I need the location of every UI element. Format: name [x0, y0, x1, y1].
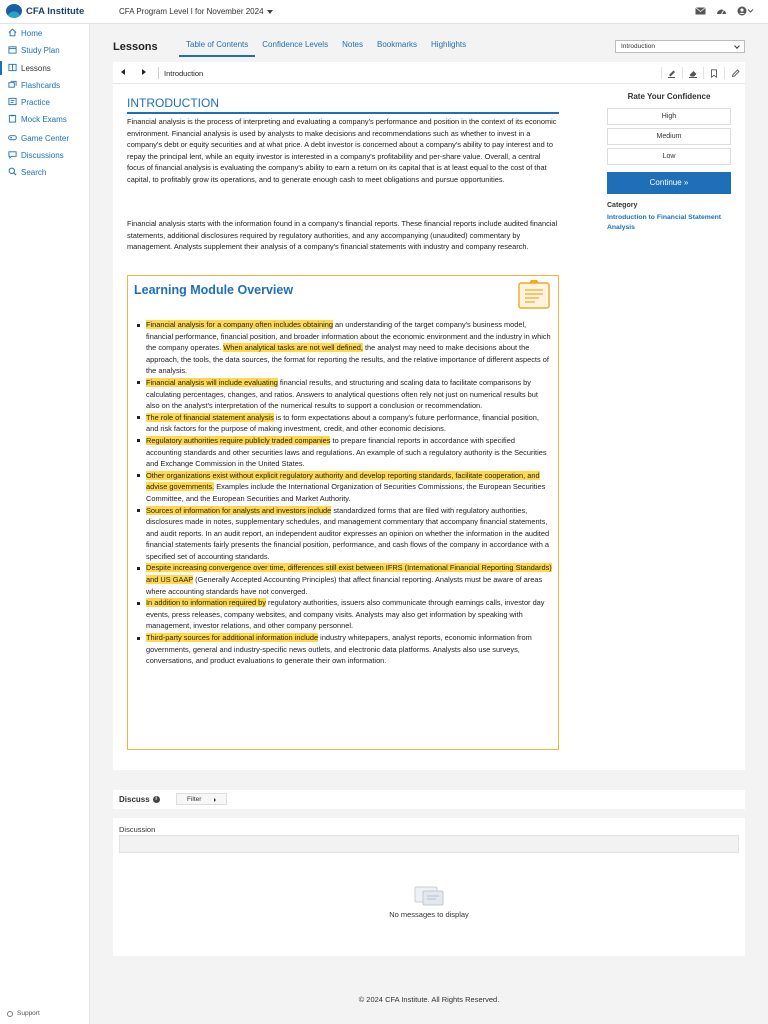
confidence-high-button[interactable]: High — [607, 108, 731, 125]
intro-paragraph-2: Financial analysis starts with the information found in a company's financial reports. These financial reports include audited financial statements, additional disclosures required by regulatory authorities, and any accompanying (unaudited) commentary by management. Analysts supplement their analysis of a company's financial statements with industry and company research. — [127, 219, 558, 252]
support-label: Support — [17, 1010, 40, 1017]
clipboard-icon — [517, 279, 551, 309]
discussion-panel — [113, 818, 745, 956]
lesson-card — [113, 62, 745, 770]
breadcrumb: Introduction — [164, 69, 204, 78]
discuss-label: Discuss — [119, 795, 150, 804]
sidebar-item-label: Lessons — [21, 63, 51, 73]
cfa-logo[interactable] — [6, 4, 84, 18]
discussion-input[interactable] — [119, 835, 739, 853]
sidebar-item-lessons[interactable] — [0, 61, 90, 75]
sidebar-item-home[interactable] — [0, 26, 90, 40]
sidebar-item-label: Game Center — [21, 133, 70, 143]
discuss-heading — [119, 795, 160, 804]
confidence-low-button[interactable]: Low — [607, 148, 731, 165]
empty-messages-icon — [411, 884, 447, 908]
sidebar-item-flashcards[interactable] — [0, 78, 90, 92]
gamepad-icon — [8, 133, 17, 144]
cfa-globe-icon — [6, 4, 22, 18]
tab-highlights[interactable]: Highlights — [431, 40, 467, 49]
lesson-nav-bar — [113, 62, 745, 84]
support-link[interactable] — [7, 1010, 40, 1017]
account-icon[interactable] — [737, 6, 754, 18]
page-title: Lessons — [113, 41, 158, 53]
search-icon — [8, 167, 17, 178]
list-item: Despite increasing convergence over time, differences still exist between IFRS (International Financial Reporting Standards) and US GAAP (Generally Accepted Accounting Principles) that affect financial reporting. Analysts must be aware of areas where accounting standards have not converged. — [134, 562, 552, 597]
filter-label: Filter — [187, 795, 202, 803]
footer-copyright: © 2024 CFA Institute. All Rights Reserved. — [358, 995, 500, 1004]
tab-notes[interactable]: Notes — [342, 40, 363, 49]
tab-confidence-levels[interactable]: Confidence Levels — [262, 40, 329, 49]
sidebar-item-label: Flashcards — [21, 80, 61, 90]
sidebar — [0, 24, 90, 1024]
sidebar-item-label: Discussions — [21, 150, 64, 160]
chat-icon — [8, 150, 17, 161]
section-select[interactable] — [615, 40, 745, 53]
eraser-icon[interactable] — [682, 67, 703, 79]
caret-down-icon — [267, 10, 273, 14]
program-label: CFA Program Level I for November 2024 — [119, 7, 264, 16]
tab-table-of-contents[interactable]: Table of Contents — [179, 35, 255, 57]
sidebar-item-label: Study Plan — [21, 45, 60, 55]
category-link[interactable]: Introduction to Financial Statement Analysis — [607, 214, 722, 231]
sidebar-item-game-center[interactable] — [0, 131, 90, 145]
overview-bullets — [134, 319, 552, 667]
section-select-value: Introduction — [621, 43, 655, 50]
list-item: Regulatory authorities require publicly traded companies to prepare financial reports in accordance with specified accounting standards and other securities laws and regulations. An example of such a regulatory authority is the Securities and Exchange Commission in the United States. — [134, 435, 552, 470]
sidebar-item-search[interactable] — [0, 165, 90, 179]
dashboard-icon[interactable] — [716, 7, 727, 17]
section-heading: INTRODUCTION — [127, 96, 559, 114]
mail-icon[interactable] — [695, 7, 706, 17]
sidebar-item-label: Practice — [21, 97, 50, 107]
sidebar-item-label: Home — [21, 28, 43, 38]
clipboard-icon — [8, 114, 17, 125]
program-selector[interactable] — [119, 7, 273, 16]
continue-button[interactable]: Continue » — [607, 172, 731, 194]
category-label: Category — [607, 202, 638, 209]
home-icon — [8, 28, 17, 39]
list-item: The role of financial statement analysis is to form expectations about a company's future performance, financial position, and risk factors for the purpose of making investment, credit, and other economic decisions. — [134, 412, 552, 435]
brand-name: CFA Institute — [26, 5, 85, 17]
highlighter-icon[interactable] — [661, 67, 682, 79]
discuss-bar — [113, 790, 745, 809]
intro-paragraph-1: Financial analysis is the process of interpreting and evaluating a company's performance and position in the context of its economic environment. Financial analysis is used by analysts to make decisions and recommendations such as whether to invest in a company's debt or equity securities and at what price. A debt investor is concerned about a company's ability to pay interest and to repay the principal lent, while an equity investor is interested in a company's profitability and per-share value. Overall, a central focus of financial analysis is evaluating the company's ability to earn a return on its capital that is at least equal to the cost of that capital, to profitably grow its operations, and to generate enough cash to meet obligations and pursue opportunities. — [127, 117, 557, 184]
list-item: Sources of information for analysts and investors include standardized forms that are filed with regulatory authorities, disclosures made in notes, supplementary schedules, and management commentary that accompany financial statements, and audit reports. In an audit report, an independent auditor expresses an opinion on whether the information in the audited financial statements fairly presents the financial position, performance, and cash flows of the company in accordance with a specified set of accounting standards. — [134, 505, 552, 563]
filter-button[interactable] — [176, 793, 227, 805]
previous-arrow-icon[interactable] — [121, 69, 125, 75]
info-icon[interactable]: i — [153, 796, 160, 803]
practice-icon — [8, 97, 17, 108]
rate-confidence-title: Rate Your Confidence — [627, 92, 711, 101]
cards-icon — [8, 80, 17, 91]
caret-right-icon — [214, 798, 216, 802]
calendar-icon — [8, 45, 17, 56]
list-item: Other organizations exist without explicit regulatory authority and develop reporting standards, facilitate cooperation, and advise governments. Examples include the International Organization of Securities Commissions, the European Securities Committee, and the European Securities and Market Authority. — [134, 470, 552, 505]
top-icons — [695, 6, 754, 18]
learning-module-overview — [127, 275, 559, 750]
book-icon — [8, 63, 17, 74]
discussion-label: Discussion — [119, 825, 156, 834]
bookmark-icon[interactable] — [703, 67, 724, 79]
overview-title: Learning Module Overview — [134, 283, 294, 297]
top-bar — [0, 0, 768, 24]
lesson-tabs — [179, 35, 473, 57]
sidebar-item-label: Search — [21, 167, 47, 177]
divider — [158, 67, 159, 79]
sidebar-item-practice[interactable] — [0, 95, 90, 109]
tab-bookmarks[interactable]: Bookmarks — [377, 40, 418, 49]
sidebar-item-discussions[interactable] — [0, 148, 90, 162]
empty-state-text: No messages to display — [389, 910, 469, 919]
sidebar-item-study-plan[interactable] — [0, 43, 90, 57]
sidebar-item-label: Mock Exams — [21, 114, 67, 124]
pencil-icon[interactable] — [724, 67, 745, 79]
list-item: Financial analysis for a company often includes obtaining an understanding of the target company's business model, financial performance, financial position, and broader information about the economic environment and the industry in which the company operates. When analytical tasks are not well defined, the analyst may need to make decisions about the approach, the tools, the data sources, the format for reporting the results, and the relative importance of different aspects of the analysis. — [134, 319, 552, 377]
next-arrow-icon[interactable] — [142, 69, 146, 75]
chevron-down-icon — [734, 43, 740, 49]
confidence-medium-button[interactable]: Medium — [607, 128, 731, 145]
list-item: Financial analysis will include evaluating financial results, and structuring and scaling data to facilitate comparisons by calculating percentages, changes, and ratios. Answers to analytical questions often rely not just on numerical results but also on the analyst's interpretation of the numerical results to support a conclusion or recommendation. — [134, 377, 552, 412]
sidebar-item-mock-exams[interactable] — [0, 112, 90, 126]
help-icon — [7, 1011, 13, 1017]
list-item: Third-party sources for additional information include industry whitepapers, analyst reports, economic information from governments, general and industry-specific news outlets, and electronic data platforms. Analysts also use surveys, conversations, and product evaluations to generate their own information. — [134, 632, 552, 667]
lesson-tools — [661, 67, 745, 79]
list-item: In addition to information required by regulatory authorities, issuers also communicate through earnings calls, investor day events, press releases, company websites, and company visits. Analysts may also get information by speaking with management, investor relations, and other company personnel. — [134, 597, 552, 632]
